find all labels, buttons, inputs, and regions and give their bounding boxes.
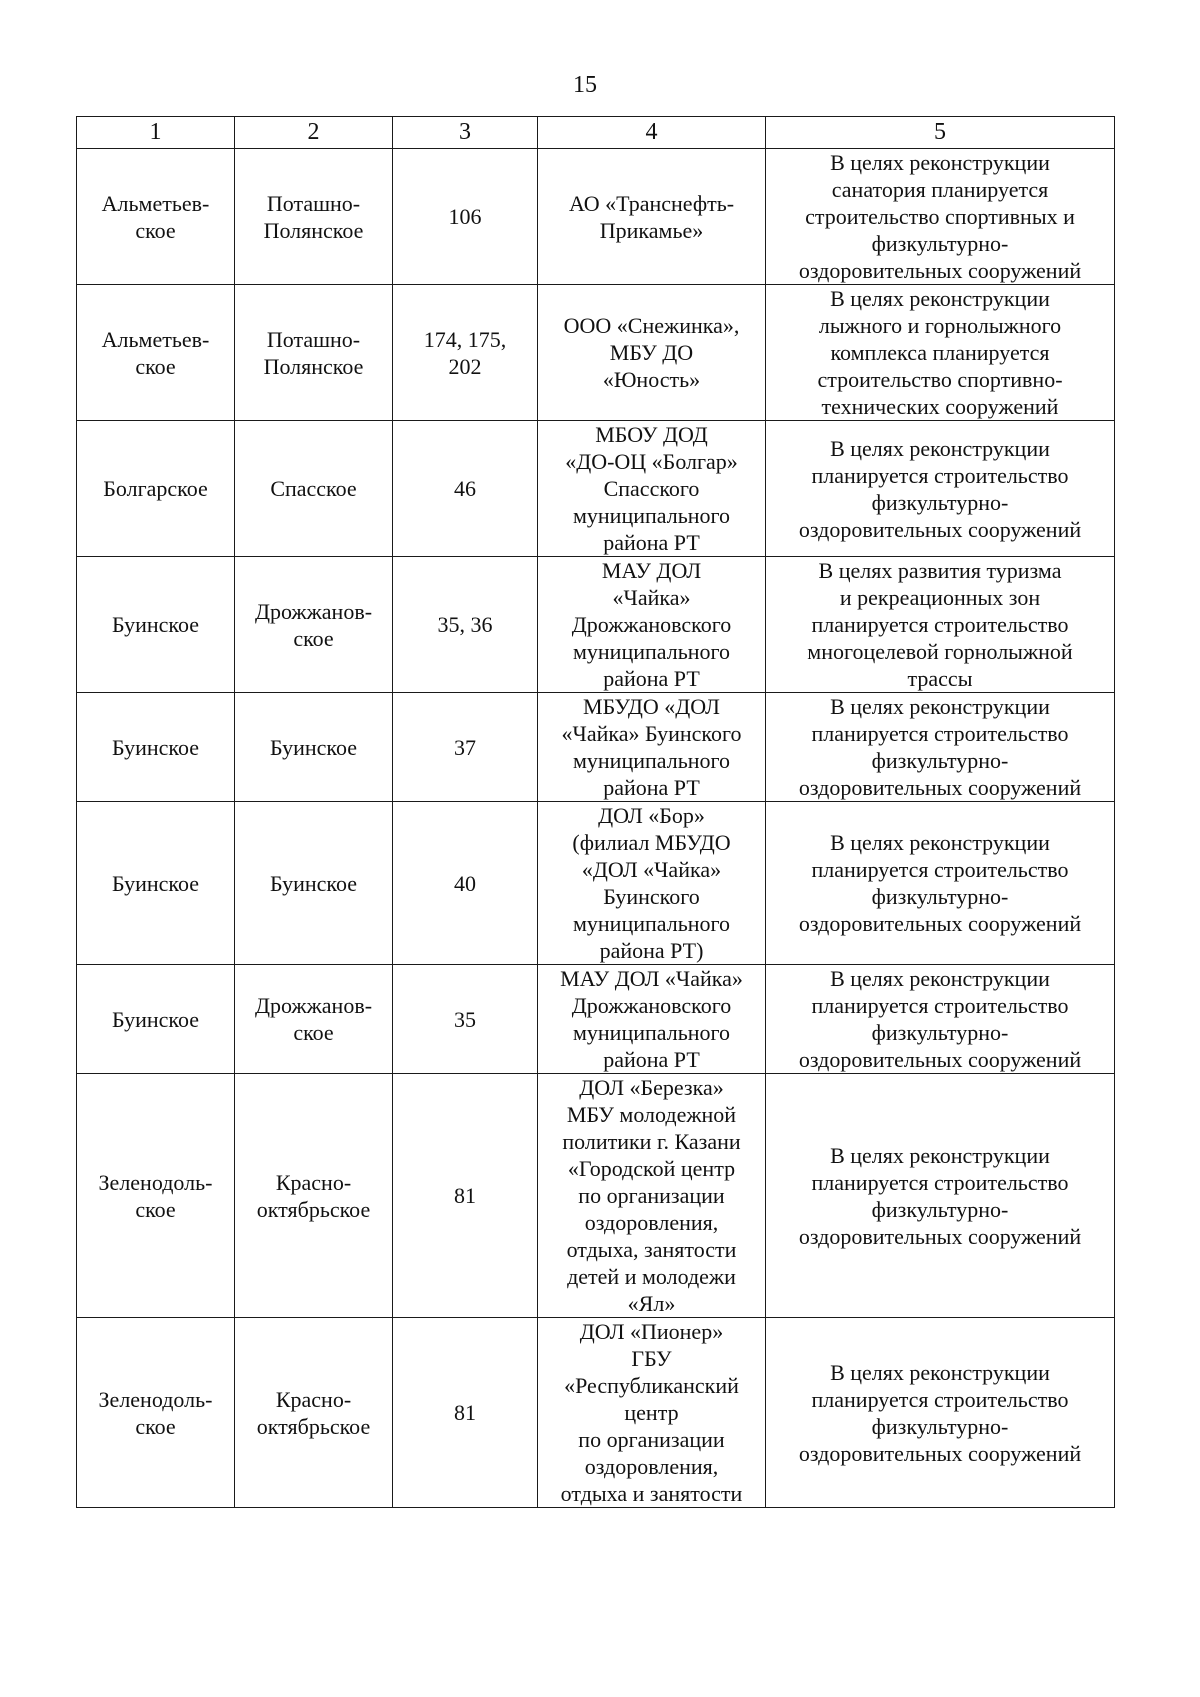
table-row	[77, 149, 1115, 285]
organization-cell	[538, 802, 766, 965]
organization-cell-text: МБУДО «ДОЛ «Чайка» Буинского муниципального района РТ	[561, 694, 742, 800]
settlement-cell	[235, 693, 393, 802]
table-row	[77, 285, 1115, 421]
settlement-cell-text: Поташно- Полянское	[263, 326, 364, 379]
column-header: 2	[235, 117, 393, 149]
land-plots-table	[76, 116, 1115, 1508]
district-cell	[77, 802, 235, 965]
settlement-cell-text: Красно- октябрьское	[256, 1386, 371, 1439]
purpose-cell-text: В целях реконструкции планируется строительство физкультурно- оздоровительных сооружений	[798, 694, 1082, 800]
purpose-cell	[766, 421, 1115, 557]
district-cell	[77, 693, 235, 802]
district-cell-text: Буинское	[111, 870, 199, 896]
organization-cell-text: МБОУ ДОД «ДО-ОЦ «Болгар» Спасского муниципального района РТ	[565, 422, 738, 555]
purpose-cell-text: В целях реконструкции лыжного и горнолыжного комплекса планируется строительство спортивно- технических сооружений	[817, 286, 1063, 419]
district-cell-text: Болгарское	[103, 476, 208, 501]
table-row	[77, 557, 1115, 693]
table-row	[77, 802, 1115, 965]
purpose-cell	[766, 693, 1115, 802]
settlement-cell	[235, 149, 393, 285]
plot-number-cell-text: 81	[454, 1400, 476, 1425]
settlement-cell	[235, 421, 393, 557]
district-cell	[77, 421, 235, 557]
plot-number-cell	[393, 557, 538, 693]
settlement-cell-text: Дрожжанов- ское	[254, 598, 373, 651]
plot-number-cell-text: 46	[454, 476, 476, 501]
table-row	[77, 1318, 1115, 1508]
district-cell	[77, 285, 235, 421]
plot-number-cell-text: 37	[454, 734, 476, 760]
plot-number-cell	[393, 149, 538, 285]
organization-cell-text: ДОЛ «Березка» МБУ молодежной политики г. Казани «Городской центр по организации оздоровления, отдыха, занятости детей и молодежи «Ял»	[562, 1075, 741, 1316]
plot-number-cell	[393, 1318, 538, 1508]
plot-number-cell	[393, 1074, 538, 1318]
column-header: 1	[77, 117, 235, 149]
purpose-cell-text: В целях реконструкции санатория планируется строительство спортивных и физкультурно- оздоровительных сооружений	[798, 150, 1082, 283]
table-body	[77, 149, 1115, 1508]
organization-cell	[538, 693, 766, 802]
plot-number-cell-text: 35, 36	[437, 612, 493, 637]
column-header: 3	[393, 117, 538, 149]
purpose-cell	[766, 1318, 1115, 1508]
settlement-cell-text: Спасское	[270, 476, 357, 501]
organization-cell	[538, 285, 766, 421]
plot-number-cell	[393, 802, 538, 965]
settlement-cell-text: Буинское	[269, 734, 357, 760]
purpose-cell-text: В целях реконструкции планируется строительство физкультурно- оздоровительных сооружений	[798, 1142, 1082, 1249]
district-cell-text: Буинское	[111, 1006, 199, 1032]
district-cell-text: Буинское	[111, 734, 199, 760]
settlement-cell	[235, 285, 393, 421]
plot-number-cell	[393, 421, 538, 557]
organization-cell-text: ДОЛ «Бор» (филиал МБУДО «ДОЛ «Чайка» Буинского муниципального района РТ)	[572, 803, 731, 963]
settlement-cell-text: Красно- октябрьское	[256, 1169, 371, 1222]
table-row	[77, 965, 1115, 1074]
plot-number-cell-text: 40	[454, 870, 476, 896]
settlement-cell	[235, 557, 393, 693]
district-cell	[77, 1074, 235, 1318]
settlement-cell	[235, 802, 393, 965]
purpose-cell	[766, 802, 1115, 965]
district-cell	[77, 557, 235, 693]
purpose-cell	[766, 149, 1115, 285]
purpose-cell	[766, 557, 1115, 693]
purpose-cell-text: В целях реконструкции планируется строительство физкультурно- оздоровительных сооружений	[798, 830, 1082, 936]
district-cell-text: Альметьев- ское	[101, 326, 210, 379]
organization-cell	[538, 1074, 766, 1318]
plot-number-cell-text: 81	[454, 1183, 476, 1208]
plot-number-cell	[393, 285, 538, 421]
purpose-cell	[766, 285, 1115, 421]
purpose-cell	[766, 1074, 1115, 1318]
organization-cell-text: АО «Транснефть- Прикамье»	[568, 190, 735, 243]
district-cell-text: Альметьев- ское	[101, 190, 210, 243]
organization-cell	[538, 149, 766, 285]
purpose-cell-text: В целях реконструкции планируется строительство физкультурно- оздоровительных сооружений	[798, 435, 1082, 542]
table-row	[77, 693, 1115, 802]
settlement-cell-text: Буинское	[269, 870, 357, 896]
plot-number-cell	[393, 693, 538, 802]
settlement-cell	[235, 965, 393, 1074]
organization-cell-text: МАУ ДОЛ «Чайка» Дрожжановского муниципального района РТ	[571, 558, 732, 691]
column-header: 4	[538, 117, 766, 149]
settlement-cell-text: Поташно- Полянское	[263, 190, 364, 243]
organization-cell-text: ДОЛ «Пионер» ГБУ «Республиканский центр по организации оздоровления, отдыха и занятости	[560, 1319, 743, 1506]
plot-number-cell-text: 106	[448, 204, 482, 229]
district-cell-text: Зеленодоль- ское	[98, 1169, 213, 1222]
table-row	[77, 1074, 1115, 1318]
organization-cell	[538, 965, 766, 1074]
district-cell-text: Буинское	[111, 612, 199, 637]
purpose-cell-text: В целях реконструкции планируется строительство физкультурно- оздоровительных сооружений	[798, 1359, 1082, 1466]
table-header-row	[77, 117, 1115, 149]
organization-cell	[538, 557, 766, 693]
organization-cell-text: ООО «Снежинка», МБУ ДО «Юность»	[563, 313, 740, 392]
plot-number-cell-text: 174, 175, 202	[423, 326, 507, 379]
organization-cell	[538, 1318, 766, 1508]
page-number: 15	[573, 72, 597, 98]
column-header: 5	[766, 117, 1115, 149]
district-cell	[77, 149, 235, 285]
organization-cell-text: МАУ ДОЛ «Чайка» Дрожжановского муниципального района РТ	[560, 966, 743, 1072]
district-cell-text: Зеленодоль- ское	[98, 1386, 213, 1439]
plot-number-cell	[393, 965, 538, 1074]
organization-cell	[538, 421, 766, 557]
purpose-cell	[766, 965, 1115, 1074]
district-cell	[77, 1318, 235, 1508]
settlement-cell-text: Дрожжанов- ское	[254, 993, 373, 1045]
settlement-cell	[235, 1318, 393, 1508]
district-cell	[77, 965, 235, 1074]
purpose-cell-text: В целях развития туризма и рекреационных зон планируется строительство многоцелевой горнолыжной трассы	[807, 558, 1073, 691]
purpose-cell-text: В целях реконструкции планируется строительство физкультурно- оздоровительных сооружений	[798, 966, 1082, 1072]
table-row	[77, 421, 1115, 557]
plot-number-cell-text: 35	[454, 1006, 476, 1032]
settlement-cell	[235, 1074, 393, 1318]
